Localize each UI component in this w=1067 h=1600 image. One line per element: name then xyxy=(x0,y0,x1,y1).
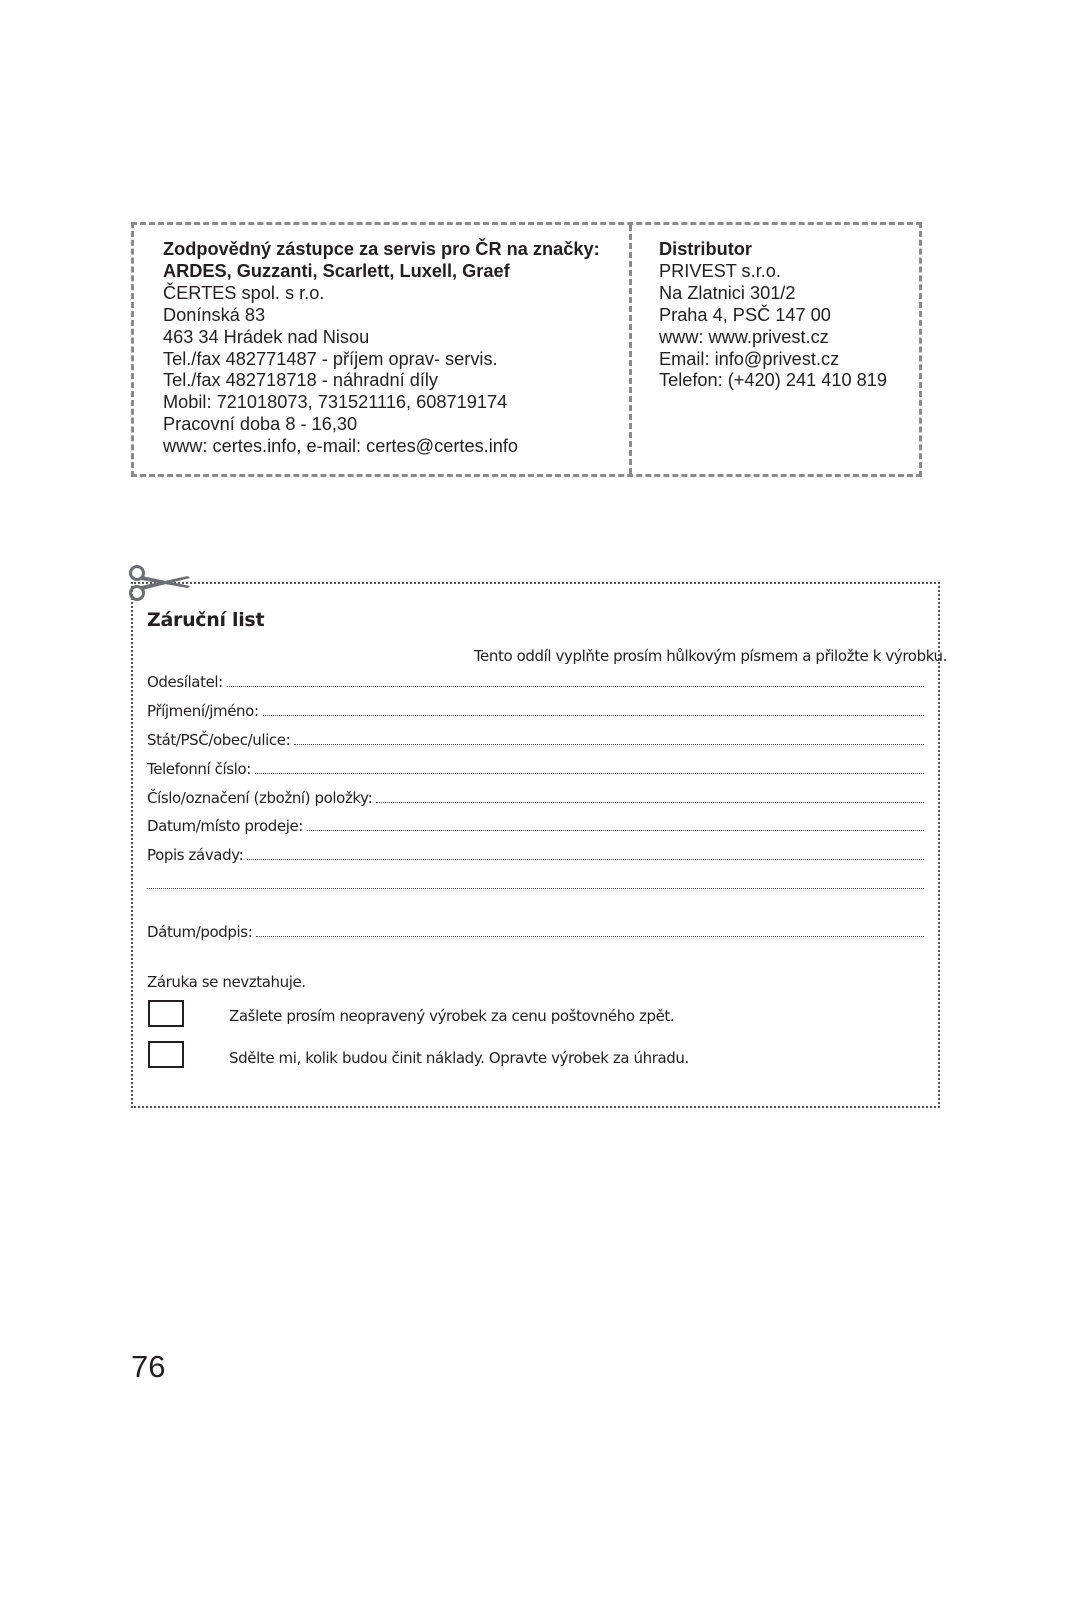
distributor-line: PRIVEST s.r.o. xyxy=(659,260,781,281)
distributor-line: Na Zlatnici 301/2 xyxy=(659,282,796,303)
phone-field[interactable] xyxy=(147,758,924,778)
service-heading: Zodpovědný zástupce za servis pro ČR na značky: xyxy=(163,239,600,259)
field-label: Číslo/označení (zbožní) položky: xyxy=(147,789,373,807)
name-field[interactable] xyxy=(147,700,924,720)
distributor-line: www: www.privest.cz xyxy=(659,326,829,347)
field-label: Stát/PSČ/obec/ulice: xyxy=(147,731,291,749)
service-line: www: certes.info, e-mail: certes@certes.info xyxy=(163,436,519,457)
fill-line[interactable] xyxy=(263,714,924,716)
service-line: 463 34 Hrádek nad Nisou xyxy=(163,326,370,347)
info-box-divider xyxy=(629,225,632,474)
coupon-instructions: Tento oddíl vyplňte prosím hůlkovým písmem a přiložte k výrobku. xyxy=(473,647,947,665)
service-line: Pracovní doba 8 - 16,30 xyxy=(163,414,358,435)
service-representative xyxy=(163,239,600,458)
return-unrepaired-checkbox[interactable] xyxy=(148,1000,184,1027)
fill-line[interactable] xyxy=(307,829,924,831)
distributor-line: Telefon: (+420) 241 410 819 xyxy=(659,370,888,391)
fill-line[interactable] xyxy=(294,743,924,745)
field-label: Telefonní číslo: xyxy=(147,760,251,778)
item-number-field[interactable] xyxy=(147,787,924,807)
address-field[interactable] xyxy=(147,729,924,749)
coupon-title: Záruční list xyxy=(147,609,265,631)
service-line: ČERTES spol. s r.o. xyxy=(163,282,325,303)
purchase-date-field[interactable] xyxy=(147,815,924,835)
service-line: Mobil: 721018073, 731521116, 608719174 xyxy=(163,392,508,413)
warranty-not-applicable: Záruka se nevztahuje. xyxy=(147,973,306,991)
service-line: Donínská 83 xyxy=(163,304,266,325)
fill-line[interactable] xyxy=(247,858,924,860)
page-number: 76 xyxy=(131,1349,166,1384)
fill-line[interactable] xyxy=(376,801,924,803)
service-line: Tel./fax 482771487 - příjem oprav- servis. xyxy=(163,348,498,369)
field-label: Popis závady: xyxy=(147,846,244,864)
distributor-line: Praha 4, PSČ 147 00 xyxy=(659,304,831,325)
field-label: Datum/místo prodeje: xyxy=(147,817,303,835)
fill-line[interactable] xyxy=(256,935,924,937)
fill-line[interactable] xyxy=(255,772,924,774)
service-line: Tel./fax 482718718 - náhradní díly xyxy=(163,370,439,391)
field-label: Odesílatel: xyxy=(147,673,223,691)
return-unrepaired-label: Zašlete prosím neopravený výrobek za cenu poštovného zpět. xyxy=(229,1007,675,1025)
service-info-box xyxy=(131,222,922,477)
quote-repair-label: Sdělte mi, kolik budou činit náklady. Opravte výrobek za úhradu. xyxy=(229,1049,689,1067)
defect-description-field[interactable] xyxy=(147,844,924,864)
distributor-heading: Distributor xyxy=(659,239,752,259)
sender-field[interactable] xyxy=(147,671,924,691)
service-brands: ARDES, Guzzanti, Scarlett, Luxell, Graef xyxy=(163,260,510,281)
signature-field[interactable] xyxy=(147,921,924,941)
distributor xyxy=(659,239,887,392)
defect-description-extra-line[interactable] xyxy=(147,888,924,889)
scissors-icon xyxy=(128,564,192,602)
field-label: Příjmení/jméno: xyxy=(147,702,259,720)
quote-repair-checkbox[interactable] xyxy=(148,1041,184,1068)
fill-line[interactable] xyxy=(227,685,924,687)
field-label: Dátum/podpis: xyxy=(147,923,253,941)
distributor-line: Email: info@privest.cz xyxy=(659,348,840,369)
